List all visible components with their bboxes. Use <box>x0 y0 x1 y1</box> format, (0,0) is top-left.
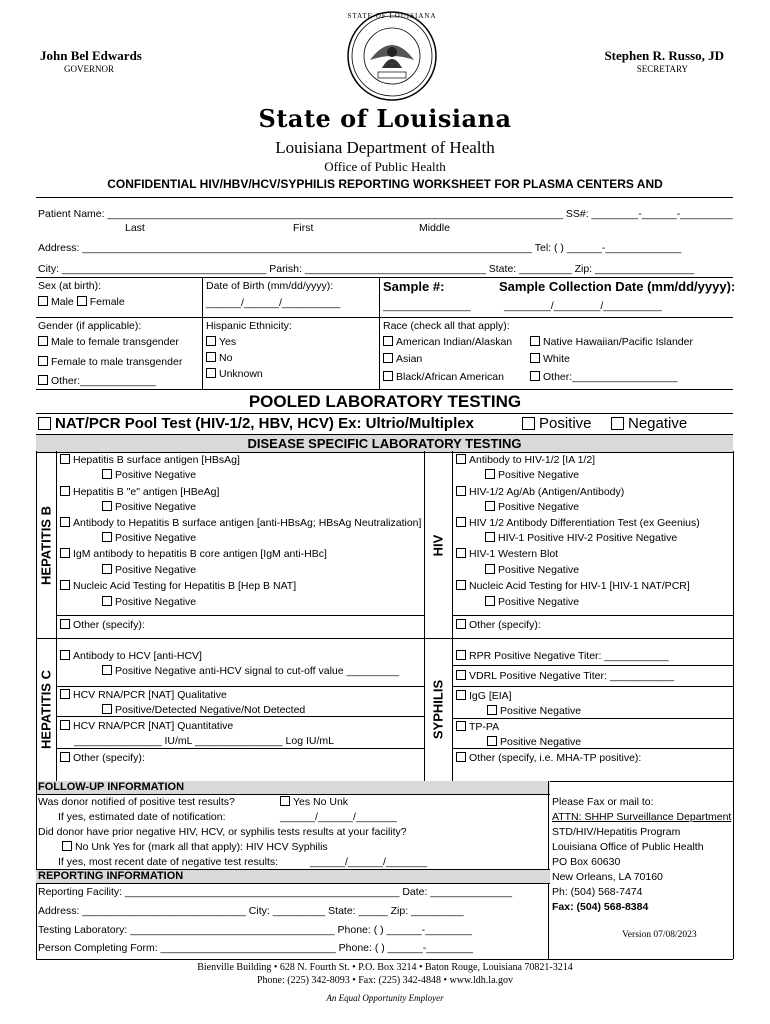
followup-q2b-date[interactable]: ______/______/_______ <box>310 856 427 868</box>
mail-line-1: Please Fax or mail to: <box>552 796 654 808</box>
secretary-title: SECRETARY <box>636 64 688 74</box>
hiv-other[interactable] <box>456 619 541 632</box>
hepc-test-2[interactable] <box>60 689 227 702</box>
hepb-test-4-checkbox[interactable] <box>60 548 70 558</box>
hiv-result-5[interactable] <box>485 596 579 609</box>
hiv-result-5-label: Positive Negative <box>498 596 580 608</box>
patient-name-line[interactable]: Patient Name: ______________________________________________________________________________ SS#: ________-______-_________ <box>38 208 733 220</box>
hepb-test-5-label: Nucleic Acid Testing for Hepatitis B [Hep B NAT] <box>73 580 297 592</box>
hiv-test-3[interactable] <box>456 517 700 530</box>
hepc-result-3[interactable]: _______________ IU/mL _______________ Log IU/mL <box>74 735 334 747</box>
address-line[interactable]: Address: _____________________________________________________________________________ Tel: ( ) ______-_____________ <box>38 242 682 254</box>
hepb-other[interactable] <box>60 619 145 632</box>
hepb-result-1-checkbox[interactable] <box>102 469 112 479</box>
hispanic-no[interactable] <box>206 352 232 365</box>
ftm-checkbox[interactable] <box>38 356 48 366</box>
other-race-checkbox[interactable] <box>530 371 540 381</box>
race-american-indian[interactable] <box>383 336 512 349</box>
hepb-result-4[interactable] <box>102 564 196 577</box>
hepc-result-2[interactable] <box>102 704 305 717</box>
gender-ftm[interactable] <box>38 356 182 369</box>
hepb-other-checkbox[interactable] <box>60 619 70 629</box>
white-checkbox[interactable] <box>530 353 540 363</box>
name-last-label: Last <box>125 222 145 234</box>
ftm-label: Female to male transgender <box>51 356 183 368</box>
female-label: Female <box>89 296 125 308</box>
hispanic-yes[interactable] <box>206 336 236 349</box>
mail-line-6: New Orleans, LA 70160 <box>552 871 663 883</box>
hiv-test-5-checkbox[interactable] <box>456 580 466 590</box>
hepatitis-c-label: HEPATITIS C <box>38 670 54 749</box>
hiv-test-1[interactable] <box>456 454 595 467</box>
hiv-test-5-label: Nucleic Acid Testing for HIV-1 [HIV-1 NAT/PCR] <box>469 580 690 592</box>
other-gender-checkbox[interactable] <box>38 375 48 385</box>
hiv-test-4[interactable] <box>456 548 558 561</box>
mtf-label: Male to female transgender <box>51 336 179 348</box>
pool-positive-label: Positive <box>539 415 592 432</box>
syph-other-checkbox[interactable] <box>456 752 466 762</box>
hispanic-yes-checkbox[interactable] <box>206 336 216 346</box>
hepc-other-checkbox[interactable] <box>60 752 70 762</box>
hepb-test-1-checkbox[interactable] <box>60 454 70 464</box>
hepb-test-2-label: Hepatitis B "e" antigen [HBeAg] <box>73 486 220 498</box>
reporting-heading: REPORTING INFORMATION <box>36 869 550 884</box>
mail-line-2: ATTN: SHHP Surveillance Department <box>552 811 732 823</box>
race-asian[interactable] <box>383 353 422 366</box>
hiv-result-4[interactable] <box>485 564 579 577</box>
hiv-result-2-checkbox[interactable] <box>485 501 495 511</box>
hepb-test-3-label: Antibody to Hepatitis B surface antigen [anti-HBsAg; HBsAg Neutralization] <box>73 517 422 529</box>
hepb-result-2-checkbox[interactable] <box>102 501 112 511</box>
hiv-test-2[interactable] <box>456 486 624 499</box>
mail-fax: Fax: (504) 568-8384 <box>552 901 649 913</box>
hepc-other[interactable] <box>60 752 145 765</box>
footer-address: Bienville Building • 628 N. Fourth St. • P.O. Box 3214 • Baton Rouge, Louisiana 70821-3214 <box>197 962 573 973</box>
hiv-result-2[interactable] <box>485 501 579 514</box>
testing-laboratory[interactable]: Testing Laboratory: ___________________________________ Phone: ( ) ______-________ <box>38 924 472 936</box>
hiv-other-label: Other (specify): <box>469 619 541 631</box>
hepc-test-2-checkbox[interactable] <box>60 689 70 699</box>
hiv-test-1-checkbox[interactable] <box>456 454 466 464</box>
hispanic-no-label: No <box>219 352 233 364</box>
race-label: Race (check all that apply): <box>383 320 510 332</box>
hiv-result-5-checkbox[interactable] <box>485 596 495 606</box>
hepb-result-5-checkbox[interactable] <box>102 596 112 606</box>
collection-input[interactable]: ________/________/__________ <box>504 300 662 312</box>
hiv-result-4-label: Positive Negative <box>498 564 580 576</box>
hepc-result-1[interactable] <box>102 665 399 678</box>
vdrl-checkbox[interactable] <box>456 670 466 680</box>
dob-input[interactable]: ______/______/__________ <box>206 297 341 309</box>
hepb-result-2-label: Positive Negative <box>115 501 197 513</box>
female-checkbox[interactable] <box>77 296 87 306</box>
pool-test[interactable] <box>38 415 474 432</box>
igg-label: IgG [EIA] <box>469 690 512 702</box>
syph-other-label: Other (specify, i.e. MHA-TP positive): <box>469 752 642 764</box>
hepb-result-4-label: Positive Negative <box>115 564 197 576</box>
american-indian-label: American Indian/Alaskan <box>396 336 513 348</box>
hepb-test-1-label: Hepatitis B surface antigen [HBsAg] <box>73 454 240 466</box>
tppa-result-label: Positive Negative <box>500 736 582 748</box>
hepb-result-5[interactable] <box>102 596 196 609</box>
hepb-result-3[interactable] <box>102 532 196 545</box>
sample-input[interactable]: _______________ <box>383 300 471 312</box>
office-name: Office of Public Health <box>324 159 446 174</box>
hispanic-unknown-checkbox[interactable] <box>206 368 216 378</box>
white-label: White <box>543 353 570 365</box>
notified-options-label: Yes No Unk <box>293 796 349 808</box>
syph-rpr[interactable] <box>456 650 669 663</box>
gender-label: Gender (if applicable): <box>38 320 142 332</box>
hepc-result-2-checkbox[interactable] <box>102 704 112 714</box>
followup-q1: Was donor notified of positive test results? <box>38 796 235 808</box>
version-label: Version 07/08/2023 <box>622 930 697 940</box>
hepb-other-label: Other (specify): <box>73 619 145 631</box>
followup-q2: Did donor have prior negative HIV, HCV, or syphilis tests results at your facility? <box>38 826 407 838</box>
state-title-text: State of Louisiana <box>258 104 512 133</box>
hepc-result-1-label: Positive Negative anti-HCV signal to cut-off value _________ <box>115 665 400 677</box>
hiv-result-3[interactable] <box>485 532 677 545</box>
syph-vdrl[interactable] <box>456 670 674 683</box>
pool-positive-checkbox[interactable] <box>522 417 535 430</box>
hiv-test-2-checkbox[interactable] <box>456 486 466 496</box>
hepb-test-3-checkbox[interactable] <box>60 517 70 527</box>
mail-line-5: PO Box 60630 <box>552 856 621 868</box>
hiv-test-3-label: HIV 1/2 Antibody Differentiation Test (ex Geenius) <box>469 517 700 529</box>
prior-test-checkbox[interactable] <box>62 841 72 851</box>
reporting-address[interactable]: Address: ____________________________ City: _________ State: _____ Zip: _________ <box>38 905 464 917</box>
hiv-test-1-label: Antibody to HIV-1/2 [IA 1/2] <box>469 454 596 466</box>
pool-test-checkbox[interactable] <box>38 417 51 430</box>
name-first-label: First <box>293 222 314 234</box>
american-indian-checkbox[interactable] <box>383 336 393 346</box>
mtf-checkbox[interactable] <box>38 336 48 346</box>
hepc-other-label: Other (specify): <box>73 752 145 764</box>
syph-other[interactable] <box>456 752 641 765</box>
followup-q2-options[interactable] <box>62 841 328 854</box>
sex-options[interactable] <box>38 296 125 309</box>
syph-tppa[interactable] <box>456 721 499 734</box>
hepb-result-3-label: Positive Negative <box>115 532 197 544</box>
hiv-test-5[interactable] <box>456 580 690 593</box>
hiv-result-1-label: Positive Negative <box>498 469 580 481</box>
dob-label: Date of Birth (mm/dd/yyyy): <box>206 280 334 292</box>
hispanic-unknown[interactable] <box>206 368 263 381</box>
race-other[interactable] <box>530 371 677 384</box>
rpr-label: RPR Positive Negative Titer: ___________ <box>469 650 669 662</box>
pool-test-label: NAT/PCR Pool Test (HIV-1/2, HBV, HCV) Ex: Ultrio/Multiplex <box>55 415 474 432</box>
hepb-result-1-label: Positive Negative <box>115 469 197 481</box>
hepc-test-1-checkbox[interactable] <box>60 650 70 660</box>
other-race-label: Other:__________________ <box>543 371 678 383</box>
syphilis-label: SYPHILIS <box>430 679 446 740</box>
black-label: Black/African American <box>396 371 504 383</box>
followup-q1-options[interactable] <box>280 796 348 809</box>
hepc-test-3-label: HCV RNA/PCR [NAT] Quantitative <box>73 720 234 732</box>
hiv-result-2-label: Positive Negative <box>498 501 580 513</box>
hepc-test-3[interactable] <box>60 720 233 733</box>
hispanic-unknown-label: Unknown <box>219 368 263 380</box>
hepb-test-4[interactable] <box>60 548 327 561</box>
mail-line-3: STD/HIV/Hepatitis Program <box>552 826 681 838</box>
hiv-result-3-checkbox[interactable] <box>485 532 495 542</box>
hepatitis-b-label: HEPATITIS B <box>38 506 54 585</box>
hepc-test-1[interactable] <box>60 650 202 663</box>
pool-negative[interactable] <box>611 415 687 432</box>
hepb-test-5[interactable] <box>60 580 296 593</box>
footer-eoe: An Equal Opportunity Employer <box>326 993 444 1003</box>
hiv-label: HIV <box>430 534 446 557</box>
hepc-result-2-label: Positive/Detected Negative/Not Detected <box>115 704 306 716</box>
hepb-result-1[interactable] <box>102 469 196 482</box>
followup-q1b-date[interactable]: ______/______/_______ <box>280 811 397 823</box>
asian-checkbox[interactable] <box>383 353 393 363</box>
hepb-result-5-label: Positive Negative <box>115 596 197 608</box>
hepb-test-2-checkbox[interactable] <box>60 486 70 496</box>
tppa-result-checkbox[interactable] <box>487 736 497 746</box>
hepb-test-5-checkbox[interactable] <box>60 580 70 590</box>
secretary-name: Stephen R. Russo, JD <box>604 48 724 63</box>
hiv-result-1[interactable] <box>485 469 579 482</box>
sex-label: Sex (at birth): <box>38 280 102 292</box>
mail-line-4: Louisiana Office of Public Health <box>552 841 704 853</box>
hepb-result-2[interactable] <box>102 501 196 514</box>
name-middle-label: Middle <box>419 222 450 234</box>
sample-label: Sample #: <box>383 279 445 294</box>
hawaiian-checkbox[interactable] <box>530 336 540 346</box>
hiv-test-4-checkbox[interactable] <box>456 548 466 558</box>
igg-result-label: Positive Negative <box>500 705 582 717</box>
collection-label: Sample Collection Date (mm/dd/yyyy): <box>499 279 736 294</box>
hepc-test-3-checkbox[interactable] <box>60 720 70 730</box>
hiv-result-4-checkbox[interactable] <box>485 564 495 574</box>
hepc-test-2-label: HCV RNA/PCR [NAT] Qualitative <box>73 689 227 701</box>
hepb-test-1[interactable] <box>60 454 240 467</box>
followup-q2b: If yes, most recent date of negative test results: <box>58 856 279 868</box>
hispanic-yes-label: Yes <box>219 336 237 348</box>
notified-checkbox[interactable] <box>280 796 290 806</box>
igg-result-checkbox[interactable] <box>487 705 497 715</box>
hiv-test-2-label: HIV-1/2 Ag/Ab (Antigen/Antibody) <box>469 486 625 498</box>
igg-checkbox[interactable] <box>456 690 466 700</box>
hiv-test-4-label: HIV-1 Western Blot <box>469 548 559 560</box>
hepb-result-4-checkbox[interactable] <box>102 564 112 574</box>
hiv-result-1-checkbox[interactable] <box>485 469 495 479</box>
vdrl-label: VDRL Positive Negative Titer: ___________ <box>469 670 675 682</box>
tppa-label: TP-PA <box>469 721 500 733</box>
person-completing[interactable]: Person Completing Form: ______________________________ Phone: ( ) ______-________ <box>38 942 473 954</box>
state-title <box>0 104 770 133</box>
pooled-heading: POOLED LABORATORY TESTING <box>248 392 522 411</box>
race-white[interactable] <box>530 353 570 366</box>
hepb-result-3-checkbox[interactable] <box>102 532 112 542</box>
tppa-checkbox[interactable] <box>456 721 466 731</box>
syph-tppa-res[interactable] <box>487 736 581 749</box>
race-black[interactable] <box>383 371 504 384</box>
followup-q1b: If yes, estimated date of notification: <box>58 811 226 823</box>
hepb-test-3[interactable] <box>60 517 421 530</box>
hepb-test-4-label: IgM antibody to hepatitis B core antigen [IgM anti-HBc] <box>73 548 327 560</box>
reporting-facility[interactable]: Reporting Facility: _______________________________________________ Date: ______________ <box>38 886 513 898</box>
hepb-test-2[interactable] <box>60 486 219 499</box>
governor-name: John Bel Edwards <box>40 48 142 63</box>
rpr-checkbox[interactable] <box>456 650 466 660</box>
gender-other[interactable] <box>38 375 156 388</box>
pool-positive[interactable] <box>522 415 592 432</box>
hiv-other-checkbox[interactable] <box>456 619 466 629</box>
pool-negative-label: Negative <box>628 415 688 432</box>
pool-negative-checkbox[interactable] <box>611 417 624 430</box>
hiv-test-3-checkbox[interactable] <box>456 517 466 527</box>
male-label: Male <box>51 296 74 308</box>
department-name: Louisiana Department of Health <box>275 138 495 157</box>
hawaiian-label: Native Hawaiian/Pacific Islander <box>543 336 693 348</box>
hepc-result-1-checkbox[interactable] <box>102 665 112 675</box>
mail-phone: Ph: (504) 568-7474 <box>552 886 643 898</box>
race-hawaiian[interactable] <box>530 336 693 349</box>
disease-heading: DISEASE SPECIFIC LABORATORY TESTING <box>36 434 733 453</box>
other-gender-label: Other:_____________ <box>51 375 157 387</box>
governor-title: GOVERNOR <box>64 64 115 74</box>
hispanic-no-checkbox[interactable] <box>206 352 216 362</box>
asian-label: Asian <box>396 353 423 365</box>
state-seal <box>346 10 438 102</box>
male-checkbox[interactable] <box>38 296 48 306</box>
footer-contact: Phone: (225) 342-8093 • Fax: (225) 342-4848 • www.ldh.la.gov <box>256 975 514 986</box>
syph-igg[interactable] <box>456 690 512 703</box>
black-checkbox[interactable] <box>383 371 393 381</box>
hispanic-label: Hispanic Ethnicity: <box>206 320 292 332</box>
seal-text: STATE OF LOUISIANA <box>347 12 437 20</box>
followup-heading: FOLLOW-UP INFORMATION <box>36 781 550 795</box>
syph-igg-res[interactable] <box>487 705 581 718</box>
hiv-result-3-label: HIV-1 Positive HIV-2 Positive Negative <box>498 532 678 544</box>
gender-mtf[interactable] <box>38 336 179 349</box>
city-line[interactable]: City: ___________________________________ Parish: _______________________________ State: _________ Zip: _________________ <box>38 263 695 275</box>
prior-test-options-label: No Unk Yes for (mark all that apply): HIV HCV Syphilis <box>75 841 328 853</box>
hepc-test-1-label: Antibody to HCV [anti-HCV] <box>73 650 202 662</box>
form-title: CONFIDENTIAL HIV/HBV/HCV/SYPHILIS REPORTING WORKSHEET FOR PLASMA CENTERS AND <box>107 177 663 191</box>
